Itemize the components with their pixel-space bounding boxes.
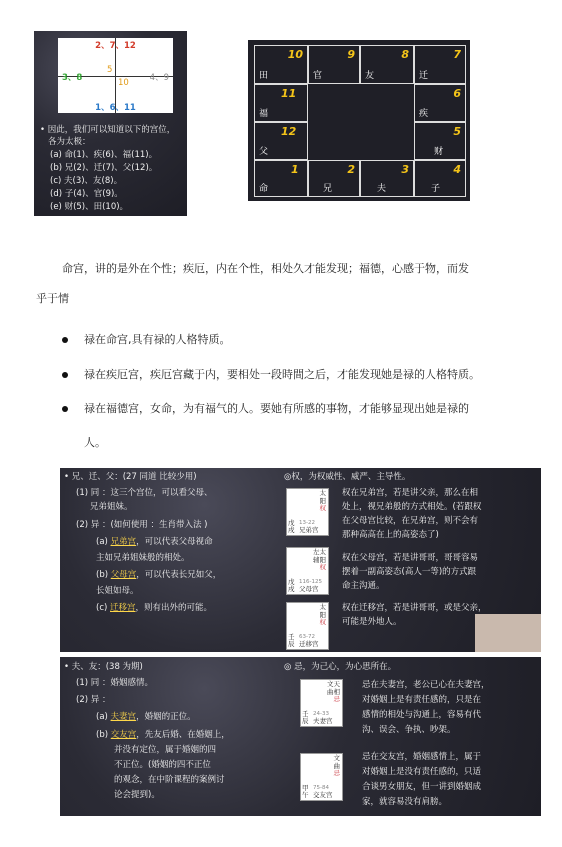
bullet-dot <box>62 406 68 412</box>
palace-cell: 7 迁 <box>414 45 466 84</box>
cross-text-line: (e) 财(5)、田(10)。 <box>50 202 129 212</box>
slide-text: 合谈男女朋友，但一讲到婚姻成 <box>362 782 482 792</box>
star-chart-card: 文天 曲相 忌 壬 辰 24-33 夫妻宫 <box>300 679 343 727</box>
slide-text: • 兄、迁、父：(27 同道 比较少用) <box>64 472 197 482</box>
slide-text: 论会提到)。 <box>114 790 160 800</box>
presenter-video-thumbnail <box>475 614 541 652</box>
palace-cell: 11 福 <box>254 84 308 122</box>
palace-cell: 8 友 <box>360 45 414 84</box>
cross-text-line: (d) 子(4)、官(9)。 <box>50 189 123 199</box>
slide-text: 感情的相处与沟通上，容易有代 <box>362 710 482 720</box>
slide-text: (b) 交友宫，先友后婚、在婚姻上， <box>96 730 230 740</box>
cross-text-line: (b) 兄(2)、迁(7)、父(12)。 <box>50 163 158 173</box>
cross-text-line: • 因此，我们可以知道以下的宫位， <box>40 125 176 135</box>
slide-text: 摆着一副高姿态(高人一等)的方式跟 <box>342 567 477 577</box>
slide-text: (2) 异 ： <box>76 695 111 705</box>
slide-text: 家，就容易没有肩膀。 <box>362 797 448 807</box>
bullet-text: 人。 <box>84 436 106 449</box>
cross-text-line: (a) 命(1)、疾(6)、福(11)。 <box>50 150 158 160</box>
palace-cell: 2 兄 <box>308 160 360 197</box>
cross-top-numbers: 2、7、12 <box>95 41 136 51</box>
palace-grid-slide <box>248 40 470 201</box>
palace-cell: 5 财 <box>414 122 466 160</box>
cross-center-top: 5 <box>107 65 113 75</box>
slide-text: (2) 异 ：(如何使用 ：生肖带入法 ) <box>76 520 208 530</box>
slide-fu-you <box>60 657 541 816</box>
slide-text: 权在父母宫，若是讲哥哥，哥哥容易 <box>342 553 479 563</box>
slide-text: (b) 父母宫，可以代表长兄如父， <box>96 570 222 580</box>
cross-center-bottom: 10 <box>118 78 129 88</box>
slide-text: (c) 迁移宫，则有出外的可能。 <box>96 603 213 613</box>
star-chart-card: 左太 辅阳 权 戊 戌 116-125 父母宫 <box>286 547 329 595</box>
slide-text: (1) 同 ：这三个宫位，可以看父母、 <box>76 488 213 498</box>
slide-text: 忌在夫妻宫，老公已心在夫妻宫， <box>362 680 490 690</box>
slide-xiong-qian-fu <box>60 468 541 652</box>
slide-text: 并没有定位，属于婚姻的四 <box>114 745 217 755</box>
slide-text: (a) 兄弟宫，可以代表父母视命 <box>96 537 213 547</box>
cross-right-numbers: 4、9 <box>149 73 169 83</box>
palace-cell: 3 夫 <box>360 160 414 197</box>
slide-text: 兄弟姐妹。 <box>90 502 133 512</box>
slide-text: (a) 夫妻宫，婚姻的正位。 <box>96 712 196 722</box>
slide-text: 命主沟通。 <box>342 581 385 591</box>
slide-header: ◎权，为权威性、威严、主导性。 <box>284 472 411 482</box>
star-chart-card: 文 曲 忌 甲 午 75-84 交友宫 <box>300 753 343 801</box>
intro-paragraph-line: 命宫，讲的是外在个性；疾厄，内在个性，相处久才能发现；福德，心感于物，而发 <box>62 262 469 275</box>
slide-text: 主如兄弟姐妹般的相处。 <box>96 553 190 563</box>
palace-cell: 12 父 <box>254 122 308 160</box>
bullet-text: 禄在福德宫，女命，为有福气的人。要她有所感的事物，才能够显现出她是禄的 <box>84 402 469 415</box>
slide-text: 长姐如母。 <box>96 586 139 596</box>
slide-text: (1) 同 ：婚姻感情。 <box>76 678 153 688</box>
palace-cell: 1 命 <box>254 160 308 197</box>
slide-text: 对婚姻上是有责任感的，只是在 <box>362 695 482 705</box>
slide-text: 沟、误会、争执、吵架。 <box>362 725 456 735</box>
taiji-cross-slide <box>34 31 187 216</box>
intro-paragraph-line: 乎于情 <box>36 292 69 305</box>
slide-text: 忌在交友宫，婚姻感情上，属于 <box>362 752 482 762</box>
palace-cell: 9 官 <box>308 45 360 84</box>
slide-text: 不正位。(婚姻的四不正位 <box>114 760 211 770</box>
slide-text: 处上，视兄弟般的方式相处。(若跟权 <box>342 502 482 512</box>
cross-diagram <box>58 38 173 113</box>
bullet-text: 禄在命宫,具有禄的人格特质。 <box>84 333 231 346</box>
bullet-dot <box>62 337 68 343</box>
slide-text: 在父母宫比较，在兄弟宫，则不会有 <box>342 516 479 526</box>
bullet-dot <box>62 372 68 378</box>
slide-text: 权在迁移宫，若是讲哥哥，或是父亲， <box>342 603 487 613</box>
slide-text: 权在兄弟宫，若是讲父亲，那么在相 <box>342 488 479 498</box>
slide-text: 可能是外地人。 <box>342 617 402 627</box>
slide-text: 对婚姻上是没有责任感的，只适 <box>362 767 482 777</box>
cross-bottom-numbers: 1、6、11 <box>95 103 136 113</box>
star-chart-card: 太 阳 权 戊 戌 13-22 兄弟宫 <box>286 488 329 536</box>
slide-text: 那种高高在上的高姿态了) <box>342 530 439 540</box>
palace-cell: 4 子 <box>414 160 466 197</box>
palace-cell: 6 疾 <box>414 84 466 122</box>
slide-header: ◎ 忌，为己心，为心思所在。 <box>284 662 397 672</box>
cross-text-line: 各为太极： <box>48 137 91 147</box>
cross-left-numbers: 3、8 <box>62 73 83 83</box>
star-chart-card: 太 阳 权 壬 辰 63-72 迁移宫 <box>286 602 329 650</box>
slide-text: 的观念，在中阶课程的案例讨 <box>114 775 225 785</box>
bullet-text: 禄在疾厄宫，疾厄宫藏于内，要相处一段時間之后，才能发现她是禄的人格特质。 <box>84 368 480 381</box>
palace-cell: 10 田 <box>254 45 308 84</box>
cross-text-line: (c) 夫(3)、友(8)。 <box>50 176 123 186</box>
slide-text: • 夫、友：(38 为期) <box>64 662 143 672</box>
